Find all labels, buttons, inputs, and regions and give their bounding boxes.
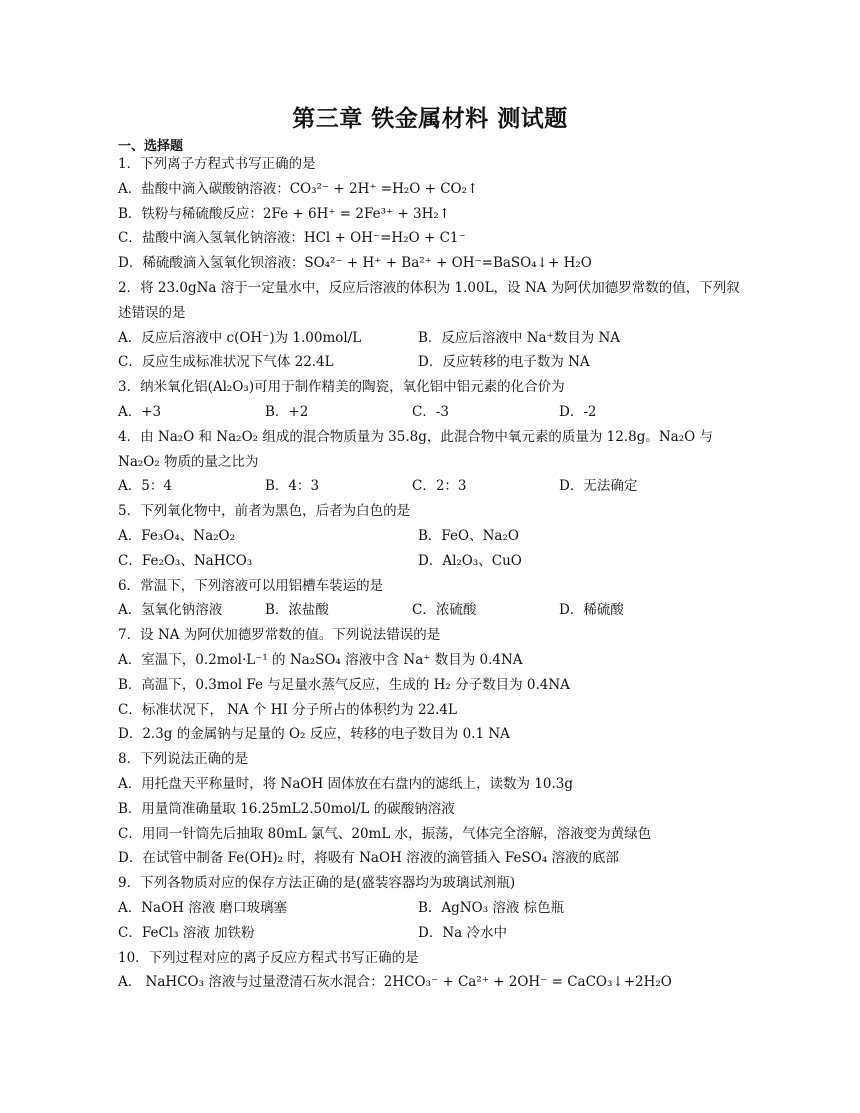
question-3-stem: 3．纳米氧化铝(Al₂O₃)可用于制作精美的陶瓷，氧化铝中铝元素的化合价为 bbox=[118, 379, 565, 396]
question-9-option-c: C．FeCl₃ 溶液 加铁粉 bbox=[118, 924, 255, 941]
question-6-option-d: D．稀硫酸 bbox=[559, 602, 624, 619]
question-5-option-d: D．Al₂O₃、CuO bbox=[418, 552, 522, 569]
question-7-option-a: A．室温下，0.2mol·L⁻¹ 的 Na₂SO₄ 溶液中含 Na⁺ 数目为 0.4NA bbox=[118, 651, 523, 668]
question-5-options-row2 bbox=[118, 549, 740, 574]
question-1-option-d: D．稀硫酸滴入氢氧化钡溶液：SO₄²⁻ + H⁺ + Ba²⁺ + OH⁻=BaSO₄↓+ H₂O bbox=[118, 255, 592, 272]
question-4-option-c: C．2：3 bbox=[412, 478, 467, 495]
question-2-options-row1 bbox=[118, 326, 740, 351]
question-9-option-b: B．AgNO₃ 溶液 棕色瓶 bbox=[418, 899, 565, 916]
question-7-option-d: D．2.3g 的金属钠与足量的 O₂ 反应，转移的电子数目为 0.1 NA bbox=[118, 726, 510, 743]
question-4-options bbox=[118, 474, 740, 499]
question-7-option-b: B．高温下，0.3mol Fe 与足量水蒸气反应，生成的 H₂ 分子数目为 0.4NA bbox=[118, 676, 570, 693]
question-3-options bbox=[118, 400, 740, 425]
question-9-options-row2 bbox=[118, 921, 740, 946]
question-4-option-d: D．无法确定 bbox=[559, 478, 638, 495]
question-1-stem: 1．下列离子方程式书写正确的是 bbox=[118, 156, 316, 172]
question-4-option-b: B．4：3 bbox=[265, 478, 320, 495]
question-9-option-d: D．Na 冷水中 bbox=[418, 924, 507, 941]
question-7-stem: 7．设 NA 为阿伏加德罗常数的值。下列说法错误的是 bbox=[118, 627, 441, 644]
question-5-options-row1 bbox=[118, 524, 740, 549]
page-title: 第三章 铁金属材料 测试题 bbox=[292, 106, 568, 132]
question-2-option-a: A．反应后溶液中 c(OH⁻)为 1.00mol/L bbox=[118, 329, 362, 346]
section-heading: 一、选择题 bbox=[118, 139, 184, 154]
question-5-option-a: A．Fe₃O₄、Na₂O₂ bbox=[118, 527, 236, 544]
question-1-option-c: C．盐酸中滴入氢氧化钠溶液：HCl + OH⁻=H₂O + C1⁻ bbox=[118, 230, 466, 247]
question-1-option-a: A．盐酸中滴入碳酸钠溶液：CO₃²⁻ + 2H⁺ =H₂O + CO₂↑ bbox=[118, 180, 479, 197]
question-3-option-c: C．-3 bbox=[412, 403, 449, 420]
question-2-stem: 2．将 23.0gNa 溶于一定量水中，反应后溶液的体积为 1.00L，设 NA 为阿伏加德罗常数的值，下列叙述错误的是 bbox=[118, 279, 740, 321]
question-5-option-c: C．Fe₂O₃、NaHCO₃ bbox=[118, 552, 253, 569]
question-2-options-row2 bbox=[118, 350, 740, 375]
question-1-option-b: B．铁粉与稀硫酸反应：2Fe + 6H⁺ = 2Fe³⁺ + 3H₂↑ bbox=[118, 205, 451, 222]
question-8-option-b: B．用量筒准确量取 16.25mL2.50mol/L 的碳酸钠溶液 bbox=[118, 800, 455, 817]
question-9-stem: 9．下列各物质对应的保存方法正确的是(盛装容器均为玻璃试剂瓶) bbox=[118, 875, 516, 892]
question-3-option-b: B．+2 bbox=[265, 403, 309, 420]
question-6-stem: 6．常温下，下列溶液可以用铝槽车装运的是 bbox=[118, 577, 384, 594]
question-6-option-a: A．氢氧化钠溶液 bbox=[118, 602, 223, 619]
question-list bbox=[118, 152, 740, 995]
question-10-stem: 10．下列过程对应的离子反应方程式书写正确的是 bbox=[118, 949, 419, 966]
question-4-option-a: A．5：4 bbox=[118, 478, 172, 495]
question-8-stem: 8．下列说法正确的是 bbox=[118, 751, 249, 768]
question-3-option-d: D．-2 bbox=[559, 403, 597, 420]
question-9-option-a: A．NaOH 溶液 磨口玻璃塞 bbox=[118, 899, 288, 916]
question-6-option-b: B．浓盐酸 bbox=[265, 602, 329, 619]
question-6-option-c: C．浓硫酸 bbox=[412, 602, 477, 619]
question-7-option-c: C．标准状况下， NA 个 HI 分子所占的体积约为 22.4L bbox=[118, 701, 457, 718]
question-5-option-b: B．FeO、Na₂O bbox=[418, 527, 519, 544]
question-4-stem: 4．由 Na₂O 和 Na₂O₂ 组成的混合物质量为 35.8g，此混合物中氧元素的质量为 12.8g。Na₂O 与 Na₂O₂ 物质的量之比为 bbox=[118, 428, 713, 470]
question-2-option-c: C．反应生成标准状况下气体 22.4L bbox=[118, 354, 334, 371]
question-8-option-c: C．用同一针筒先后抽取 80mL 氯气、20mL 水，振荡，气体完全溶解，溶液变为黄绿色 bbox=[118, 825, 652, 842]
question-5-stem: 5．下列氧化物中，前者为黑色，后者为白色的是 bbox=[118, 503, 411, 520]
question-3-option-a: A．+3 bbox=[118, 403, 162, 420]
question-2-option-b: B．反应后溶液中 Na⁺数目为 NA bbox=[418, 329, 621, 346]
question-10-option-a: A． NaHCO₃ 溶液与过量澄清石灰水混合：2HCO₃⁻ + Ca²⁺ + 2OH⁻ = CaCO₃↓+2H₂O bbox=[118, 974, 672, 991]
question-2-option-d: D．反应转移的电子数为 NA bbox=[418, 354, 590, 371]
question-6-options bbox=[118, 598, 740, 623]
question-8-option-d: D．在试管中制备 Fe(OH)₂ 时，将吸有 NaOH 溶液的滴管插入 FeSO₄ 溶液的底部 bbox=[118, 850, 620, 867]
question-9-options-row1 bbox=[118, 896, 740, 921]
question-8-option-a: A．用托盘天平称量时，将 NaOH 固体放在右盘内的滤纸上，读数为 10.3g bbox=[118, 775, 574, 792]
